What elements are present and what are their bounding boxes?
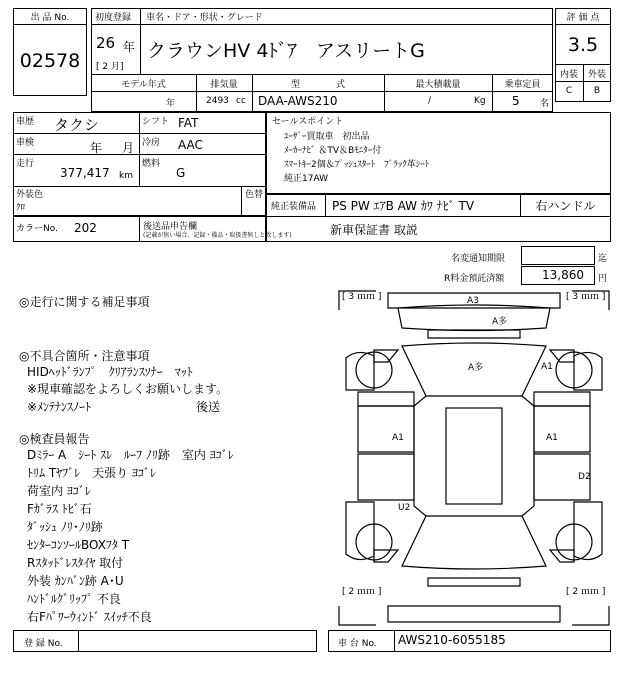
equipment-items: PS PW ｴｱB AW ｶﾜ ﾅﾋﾞ TV (332, 199, 475, 213)
recycle-fee: 13,860 (542, 268, 584, 282)
equipment-label: 純正装備品 (271, 202, 317, 212)
displacement: 2493 (206, 96, 229, 106)
warranty: 新車保証書 取説 (330, 223, 418, 237)
exterior-color-label: 外装色 (16, 190, 44, 200)
steering-side: 右ハンドル (535, 199, 596, 213)
inspection-month-unit: 月 (122, 141, 135, 155)
damage-glass: A多 (468, 363, 484, 373)
registration-month: [ 2 月] (96, 62, 124, 72)
car-damage-diagram (336, 288, 612, 628)
post-delivery-label: 後送品申告欄 (143, 222, 198, 232)
interior-grade: C (565, 86, 573, 96)
inspector-line-5: ﾀﾞｯｼｭ ﾉﾘ･ﾉﾘ跡 (27, 520, 103, 534)
registration-number-label: 登 録 No. (24, 639, 63, 649)
tire-front-right: [ 3 ｍｍ ] (566, 292, 606, 302)
capacity-label: 乗車定員 (504, 80, 541, 90)
fuel-label: 燃料 (142, 159, 161, 169)
inspector-line-10: 右Fﾊﾟﾜｰｳｨﾝﾄﾞ ｽｲｯﾁ不良 (27, 610, 152, 624)
sales-point-2: ﾒｰｶｰﾅﾋﾞ ＆TV＆Bﾓﾆﾀｰ付 (284, 146, 382, 156)
inspector-line-9: ﾊﾝﾄﾞﾙｸﾞﾘｯﾌﾟ 不良 (27, 592, 121, 606)
color-change-label: 色替 (245, 190, 264, 200)
sales-points-title: セールスポイント (272, 117, 344, 127)
inspector-line-4: Fｶﾞﾗｽ ﾄﾋﾞ石 (27, 502, 92, 516)
tire-front-left: [ 3 ｍｍ ] (342, 292, 382, 302)
inspector-line-3: 荷室内 ﾖｺﾞﾚ (27, 484, 91, 498)
defect-line-2: ※現車確認をよろしくお願いします。 (27, 382, 229, 396)
mileage-unit: km (119, 171, 133, 181)
damage-left-rear: U2 (398, 503, 411, 513)
inspector-line-7: Rｽﾀｯﾄﾞﾚｽﾀｲﾔ 取付 (27, 556, 124, 570)
sales-point-1: ﾕｰｻﾞｰ買取車 初出品 (284, 132, 370, 142)
ac-label: 冷房 (142, 138, 161, 148)
chassis-number: AWS210-6055185 (398, 633, 506, 647)
damage-left-door: A1 (392, 433, 404, 443)
grade-label: 評 価 点 (566, 13, 600, 23)
car-name: クラウンHV 4ﾄﾞｱ アスリートG (147, 40, 425, 62)
supplement-title: ◎走行に関する補足事項 (19, 295, 150, 309)
max-load-separator: / (428, 96, 432, 106)
history: タクシ (54, 116, 100, 134)
maintenance-value: 後送 (196, 400, 221, 414)
recycle-fee-unit: 円 (598, 274, 608, 284)
sales-point-3: ｽﾏｰﾄｷｰ2個＆ﾌﾟｯｼｭｽﾀｰﾄ ﾌﾞﾗｯｸ革ｼｰﾄ (284, 160, 430, 170)
interior-label: 内装 (559, 70, 578, 80)
exterior-grade: B (593, 86, 601, 96)
inspector-line-8: 外装 ｶﾝﾊﾞﾝ跡 A･U (27, 574, 124, 588)
displacement-unit: cc (236, 96, 246, 106)
lot-number: 02578 (19, 50, 81, 72)
model-year-unit: 年 (166, 99, 176, 109)
inspector-line-2: ﾄﾘﾑ Tﾔﾌﾞﾚ 天張り ﾖｺﾞﾚ (27, 466, 156, 480)
ac: AAC (178, 138, 203, 152)
registration-year: 26 (96, 34, 116, 52)
history-label: 車歴 (16, 117, 35, 127)
inspection-label: 車検 (16, 138, 35, 148)
exterior-label: 外装 (587, 70, 606, 80)
notice-deadline-unit: 迄 (598, 254, 608, 264)
exterior-color: ｸﾛ (16, 203, 26, 213)
damage-hood: A多 (492, 317, 508, 327)
damage-roof: A3 (467, 296, 479, 306)
capacity-unit: 名 (540, 99, 550, 109)
model-code-label: 型 式 (290, 80, 345, 90)
tire-rear-left: [ 2 ｍｍ ] (342, 587, 382, 597)
capacity: 5 (512, 94, 520, 108)
maintenance-note: ※ﾒﾝﾃﾅﾝｽﾉｰﾄ (27, 400, 92, 414)
defect-line-1: HIDﾍｯﾄﾞﾗﾝﾌﾟ ｸﾘｱﾗﾝｽｿﾅｰ ﾏｯﾄ (27, 365, 193, 379)
inspector-line-6: ｾﾝﾀｰｺﾝｿｰﾙBOXﾌﾀ T (27, 538, 130, 552)
inspector-title: ◎検査員報告 (19, 432, 90, 446)
max-load-unit: Kg (474, 96, 486, 106)
chassis-number-label: 車 台 No. (338, 639, 377, 649)
color-number: 202 (74, 221, 97, 235)
displacement-label: 排気量 (210, 80, 238, 90)
color-number-label: カラーNo. (16, 224, 58, 234)
damage-right-rear: D2 (578, 472, 591, 482)
grade-score: 3.5 (567, 34, 599, 56)
shift-label: シフト (142, 117, 170, 127)
notice-deadline-box (521, 246, 595, 265)
recycle-fee-label: R料金預託済額 (444, 274, 505, 284)
car-name-label: 車名・ドア・形状・グレード (146, 13, 263, 23)
first-registration-label: 初度登録 (95, 13, 132, 23)
damage-right-front: A1 (541, 362, 553, 372)
inspector-line-1: Dﾐﾗｰ A ｼｰﾄ ｽﾚ ﾙｰﾌ ﾉﾘ跡 室内 ﾖｺﾞﾚ (27, 448, 234, 462)
fuel: G (176, 166, 186, 180)
lot-number-label: 出 品 No. (30, 13, 70, 23)
model-code: DAA-AWS210 (258, 94, 338, 108)
tire-rear-right: [ 2 ｍｍ ] (566, 587, 606, 597)
post-delivery-note: (記載が無い場合、記録・備品・取扱書無しと致します) (143, 232, 292, 239)
registration-year-unit: 年 (123, 40, 136, 54)
mileage: 377,417 (60, 166, 110, 180)
shift: FAT (178, 116, 199, 130)
damage-right-door: A1 (546, 433, 558, 443)
defects-title: ◎不具合箇所・注意事項 (19, 349, 150, 363)
notice-deadline-label: 名変通知期限 (451, 254, 506, 264)
model-year-label: モデル年式 (121, 80, 166, 90)
sales-point-4: 純正17AW (284, 174, 329, 184)
max-load-label: 最大積載量 (415, 80, 461, 90)
inspection-year-unit: 年 (90, 141, 103, 155)
mileage-label: 走行 (16, 159, 35, 169)
